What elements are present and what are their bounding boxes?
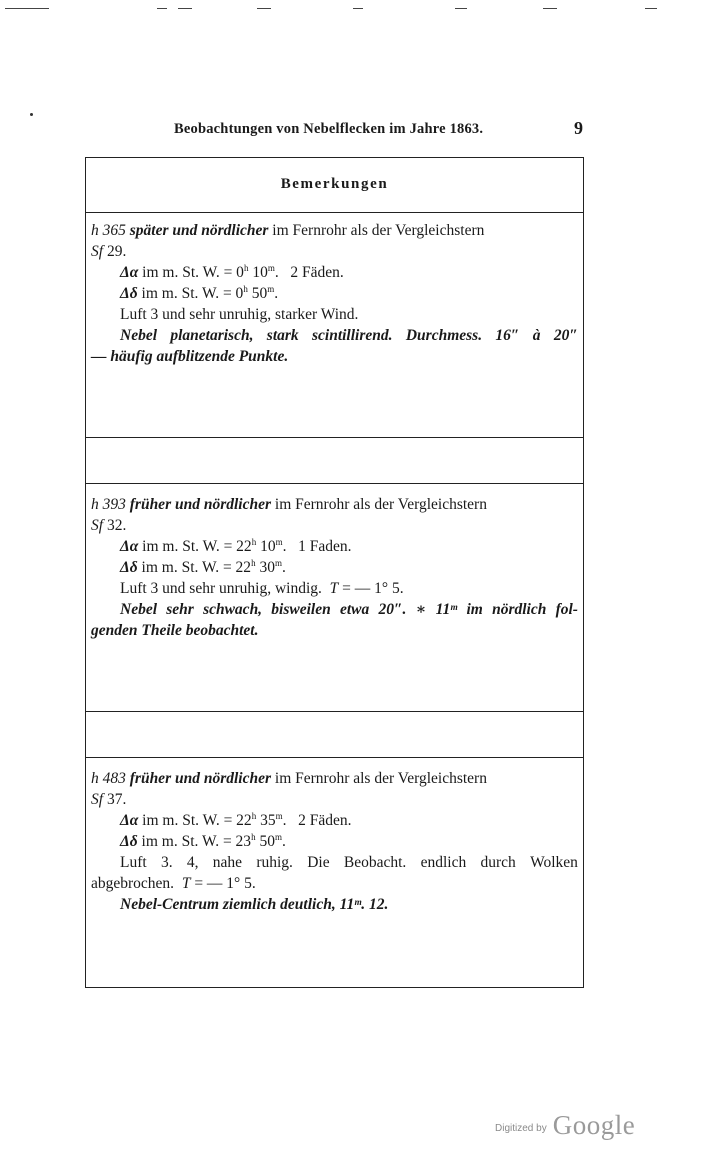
temperature-label: T [329, 580, 339, 597]
comparison-star-line: Sf 37. [91, 791, 127, 808]
delta-delta-line: Δδ im m. St. W. = $0^h$ 50$^m$. [120, 284, 279, 302]
entry-rule [86, 437, 583, 438]
nebula-note-line: Nebel sehr schwach, bisweilen etwa 20″. ∗ 11ᵐ im nördlich fol- [120, 601, 578, 618]
temperature-label: T [181, 875, 191, 892]
temperature-value: = — 1° 5. [342, 580, 404, 597]
page-header [0, 118, 722, 141]
air-condition-continuation: abgebrochen. T = — 1° 5. [91, 875, 256, 892]
entry-rule [86, 483, 583, 484]
delta-alpha-line: Δα im m. St. W. = $22^h$ 35$^m$. 2 Fäden. [120, 811, 352, 829]
watermark-prefix: Digitized by [495, 1123, 547, 1134]
running-title: Beobachtungen von Nebelflecken im Jahre 1863. [174, 121, 484, 137]
scan-speck [30, 113, 33, 116]
heading-rule [86, 212, 583, 213]
air-condition-line: Luft 3 und sehr unruhig, windig. T = — 1° 5. [120, 580, 404, 597]
nebula-note-continuation: genden Theile beobachtet. [91, 622, 259, 639]
comparison-line: h 483 früher und nördlicher im Fernrohr als der Vergleichstern [91, 770, 487, 787]
comparison-line: h 365 später und nördlicher im Fernrohr als der Vergleichstern [91, 222, 485, 239]
scan-top-marks [0, 0, 722, 16]
air-condition-line: Luft 3 und sehr unruhig, starker Wind. [120, 306, 359, 323]
remark-entry [91, 220, 578, 367]
comparison-star-line: Sf 32. [91, 517, 127, 534]
google-logo: Google [552, 1110, 636, 1140]
delta-delta-line: Δδ im m. St. W. = $23^h$ 50$^m$. [120, 832, 286, 850]
nebula-note-line: Nebel planetarisch, stark scintillirend. Durchmess. 16″ à 20″ [120, 327, 578, 344]
temperature-value: = — 1° 5. [194, 875, 256, 892]
entry-rule [86, 711, 583, 712]
page-number: 9 [574, 118, 583, 138]
column-heading: Bemerkungen [280, 176, 389, 192]
remarks-table [85, 157, 584, 988]
nebula-note-continuation: — häufig aufblitzende Punkte. [91, 348, 289, 365]
digitized-watermark [495, 1110, 635, 1141]
entry-rule [86, 757, 583, 758]
delta-alpha-line: Δα im m. St. W. = $0^h$ 10$^m$. 2 Fäden. [120, 263, 344, 281]
comparison-line: h 393 früher und nördlicher im Fernrohr als der Vergleichstern [91, 496, 487, 513]
comparison-star-line: Sf 29. [91, 243, 127, 260]
delta-delta-line: Δδ im m. St. W. = $22^h$ 30$^m$. [120, 558, 286, 576]
delta-alpha-line: Δα im m. St. W. = $22^h$ 10$^m$. 1 Faden. [120, 537, 352, 555]
air-condition-line: Luft 3. 4, nahe ruhig. Die Beobacht. endlich durch Wolken [120, 854, 578, 871]
nebula-note-line: Nebel-Centrum ziemlich deutlich, 11ᵐ. 12. [120, 896, 389, 913]
remark-entry [91, 768, 578, 915]
remark-entry [91, 494, 578, 641]
